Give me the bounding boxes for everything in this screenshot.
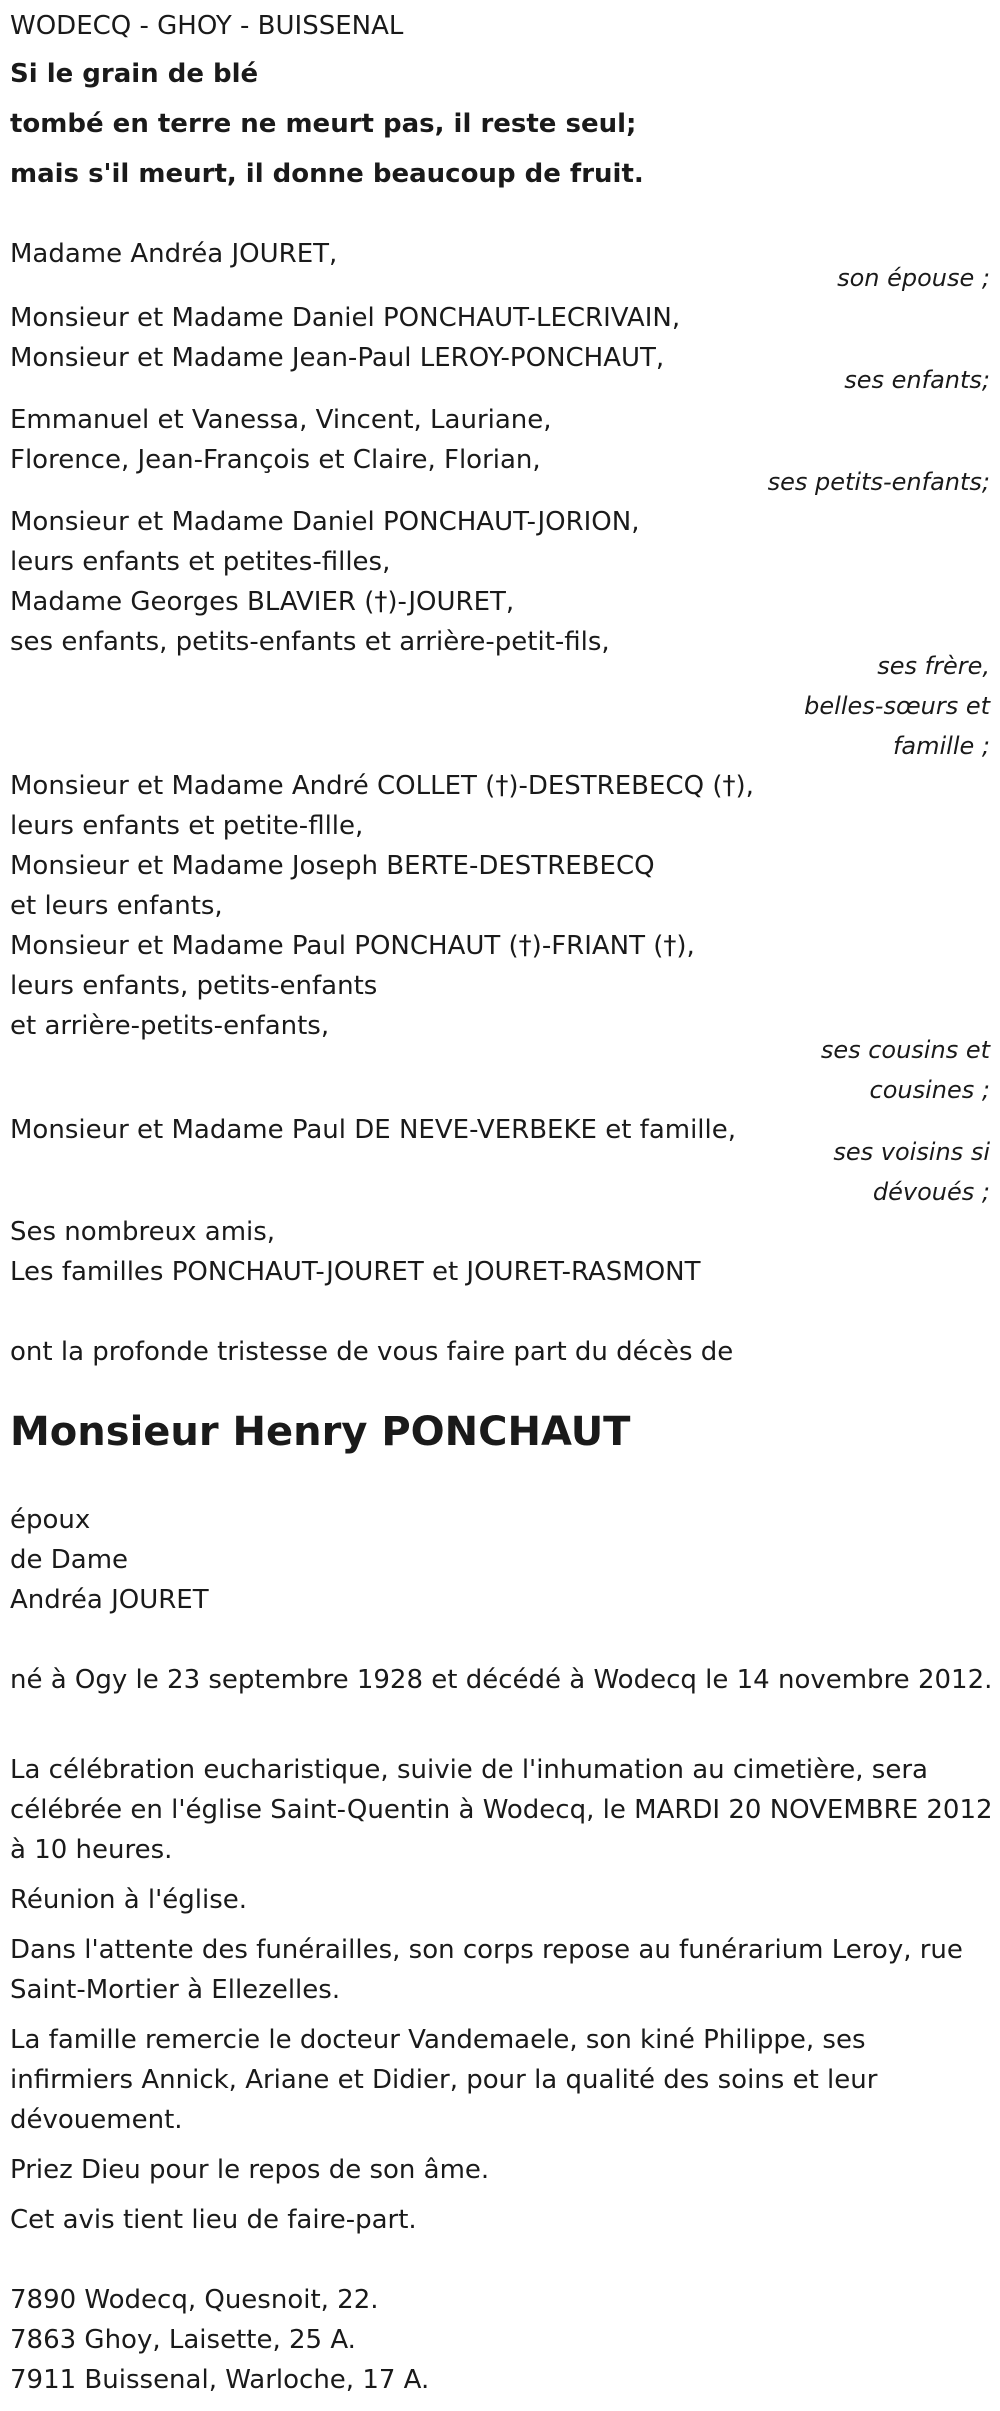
child-1: Monsieur et Madame Daniel PONCHAUT-LECRIVAIN, [10,303,681,333]
detail-ceremony: La célébration eucharistique, suivie de l'inhumation au cimetière, sera célébrée en l'église Saint-Quentin à Wodecq, le MARDI 20 NOVEMBRE 2012 à 10 heures. [10,1755,993,1865]
cousins-relation-2: cousines ; [869,1076,990,1104]
grandchildren-line-2: Florence, Jean-François et Claire, Florian, [10,445,541,475]
cousins-line-7: et arrière-petits-enfants, [10,1011,330,1041]
spouse-relation: son épouse ; [837,264,990,292]
siblings-line-1: Monsieur et Madame Daniel PONCHAUT-JORION, [10,507,640,537]
cousins-line-6: leurs enfants, petits-enfants [10,971,378,1001]
detail-thanks: La famille remercie le docteur Vandemaele, son kiné Philippe, ses infirmiers Annick, Ariane et Didier, pour la qualité des soins et leur dévouement. [10,2025,878,2135]
announcement: ont la profonde tristesse de vous faire part du décès de [10,1337,734,1367]
detail-meeting: Réunion à l'église. [10,1885,248,1915]
cousins-line-2: leurs enfants et petite-fllle, [10,811,364,841]
detail-notice: Cet avis tient lieu de faire-part. [10,2205,417,2235]
cousins-line-3: Monsieur et Madame Joseph BERTE-DESTREBECQ [10,851,655,881]
grandchildren-relation: ses petits-enfants; [767,468,990,496]
cousins-line-5: Monsieur et Madame Paul PONCHAUT (†)-FRIANT (†), [10,931,695,961]
detail-prayer: Priez Dieu pour le repos de son âme. [10,2155,490,2185]
friends-line-2: Les familles PONCHAUT-JOURET et JOURET-RASMONT [10,1257,701,1287]
address-2: 7863 Ghoy, Laisette, 25 A. [10,2325,356,2355]
siblings-line-4: ses enfants, petits-enfants et arrière-petit-fils, [10,627,610,657]
address-1: 7890 Wodecq, Quesnoit, 22. [10,2285,379,2315]
detail-funeral-home: Dans l'attente des funérailles, son corps repose au funérarium Leroy, rue Saint-Mortier à Ellezelles. [10,1935,963,2005]
address-3: 7911 Buissenal, Warloche, 17 A. [10,2365,430,2395]
siblings-line-3: Madame Georges BLAVIER (†)-JOURET, [10,587,515,617]
neighbors-relation-2: dévoués ; [872,1178,990,1206]
header-locations: WODECQ - GHOY - BUISSENAL [10,11,404,41]
siblings-line-2: leurs enfants et petites-filles, [10,547,391,577]
cousins-line-4: et leurs enfants, [10,891,223,921]
verse-line-2: tombé en terre ne meurt pas, il reste seul; [10,109,637,139]
deceased-spouse-line-3: Andréa JOURET [10,1585,209,1615]
siblings-relation-1: ses frère, [877,652,990,680]
siblings-relation-3: famille ; [892,732,990,760]
children-relation: ses enfants; [844,366,990,394]
spouse-name: Madame Andréa JOURET, [10,239,338,269]
friends-line-1: Ses nombreux amis, [10,1217,276,1247]
verse-line-1: Si le grain de blé [10,59,259,89]
deceased-name: Monsieur Henry PONCHAUT [10,1409,631,1455]
deceased-spouse-line-2: de Dame [10,1545,129,1575]
deceased-spouse-line-1: époux [10,1505,91,1535]
cousins-line-1: Monsieur et Madame André COLLET (†)-DESTREBECQ (†), [10,771,754,801]
verse-line-3: mais s'il meurt, il donne beaucoup de fruit. [10,159,644,189]
detail-birth-death: né à Ogy le 23 septembre 1928 et décédé à Wodecq le 14 novembre 2012. [10,1665,993,1695]
cousins-relation-1: ses cousins et [820,1036,990,1064]
neighbors-name: Monsieur et Madame Paul DE NEVE-VERBEKE et famille, [10,1115,737,1145]
grandchildren-line-1: Emmanuel et Vanessa, Vincent, Lauriane, [10,405,552,435]
child-2: Monsieur et Madame Jean-Paul LEROY-PONCHAUT, [10,343,665,373]
neighbors-relation-1: ses voisins si [833,1138,990,1166]
siblings-relation-2: belles-sœurs et [804,692,990,720]
